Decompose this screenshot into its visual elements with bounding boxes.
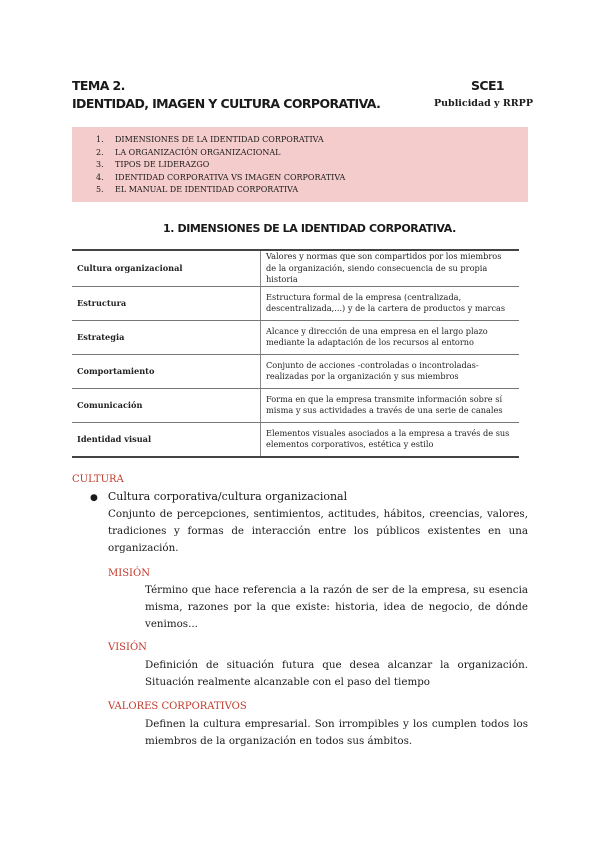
dimension-name: Estructura [72, 286, 261, 320]
table-row [72, 422, 519, 457]
toc-item-number: 2. [96, 147, 104, 157]
bullet-icon: ● [90, 493, 98, 503]
cultura-definition: Conjunto de percepciones, sentimientos, actitudes, hábitos, creencias, valores, tradiciones y formas de interacción entre los públicos existentes en una organización. [108, 508, 528, 554]
dimension-name: Comportamiento [72, 354, 261, 388]
dimensions-table [72, 249, 519, 458]
table-of-contents [72, 127, 528, 202]
toc-item-number: 5. [96, 185, 104, 194]
toc-item [96, 159, 345, 172]
cultura-heading: CULTURA [72, 474, 124, 485]
table-row [72, 250, 519, 286]
table-row [72, 286, 519, 320]
toc-item [96, 184, 345, 197]
toc-item [96, 172, 345, 185]
toc-item-number: 4. [96, 172, 104, 182]
course-code: SCE1 [471, 78, 505, 93]
toc-item [96, 134, 345, 147]
dimension-description: Elementos visuales asociados a la empresa a través de sus elementos corporativos, estética y estilo [261, 422, 520, 457]
page-title: IDENTIDAD, IMAGEN Y CULTURA CORPORATIVA. [72, 96, 381, 111]
dimension-name: Comunicación [72, 388, 261, 422]
dimension-name: Cultura organizacional [72, 250, 261, 286]
table-row [72, 320, 519, 354]
toc-item-number: 1. [96, 135, 104, 144]
subject-label: Publicidad y RRPP [434, 98, 533, 109]
dimension-description: Conjunto de acciones -controladas o incontroladas- realizadas por la organización y sus miembros [261, 354, 520, 388]
toc-item [96, 147, 345, 160]
toc-item-number: 3. [96, 160, 104, 169]
vision-label: VISIÓN [108, 642, 147, 653]
section-heading: 1. DIMENSIONES DE LA IDENTIDAD CORPORATIVA. [163, 222, 456, 235]
toc-item-text: IDENTIDAD CORPORATIVA VS IMAGEN CORPORATIVA [115, 172, 346, 182]
toc-item-text: TIPOS DE LIDERAZGO [115, 160, 210, 169]
list-item [90, 490, 347, 503]
dimension-name: Estrategia [72, 320, 261, 354]
toc-item-text: EL MANUAL DE IDENTIDAD CORPORATIVA [115, 185, 299, 194]
dimension-description: Valores y normas que son compartidos por los miembros de la organización, siendo consecuencia de su propia historia [261, 250, 520, 286]
tema-label: TEMA 2. [72, 78, 125, 93]
dimension-description: Estructura formal de la empresa (centralizada, descentralizada,...) y de la cartera de productos y marcas [261, 286, 520, 320]
dimension-name: Identidad visual [72, 422, 261, 457]
dimension-description: Alcance y dirección de una empresa en el largo plazo mediante la adaptación de los recursos al entorno [261, 320, 520, 354]
toc-item-text: LA ORGANIZACIÓN ORGANIZACIONAL [115, 147, 281, 157]
table-row [72, 388, 519, 422]
vision-text: Definición de situación futura que desea alcanzar la organización. Situación realmente alcanzable con el paso del tiempo [145, 659, 528, 688]
table-row [72, 354, 519, 388]
dimension-description: Forma en que la empresa transmite información sobre sí misma y sus actividades a través de una serie de canales [261, 388, 520, 422]
valores-text: Definen la cultura empresarial. Son irrompibles y los cumplen todos los miembros de la organización en todos sus ámbitos. [145, 718, 528, 747]
mision-text: Término que hace referencia a la razón de ser de la empresa, su esencia misma, razones por la que existe: historia, idea de negocio, de dónde venimos... [145, 584, 528, 630]
valores-label: VALORES CORPORATIVOS [108, 701, 247, 712]
mision-label: MISIÓN [108, 568, 150, 579]
bullet-text: Cultura corporativa/cultura organizacional [107, 490, 348, 503]
toc-item-text: DIMENSIONES DE LA IDENTIDAD CORPORATIVA [115, 135, 324, 144]
